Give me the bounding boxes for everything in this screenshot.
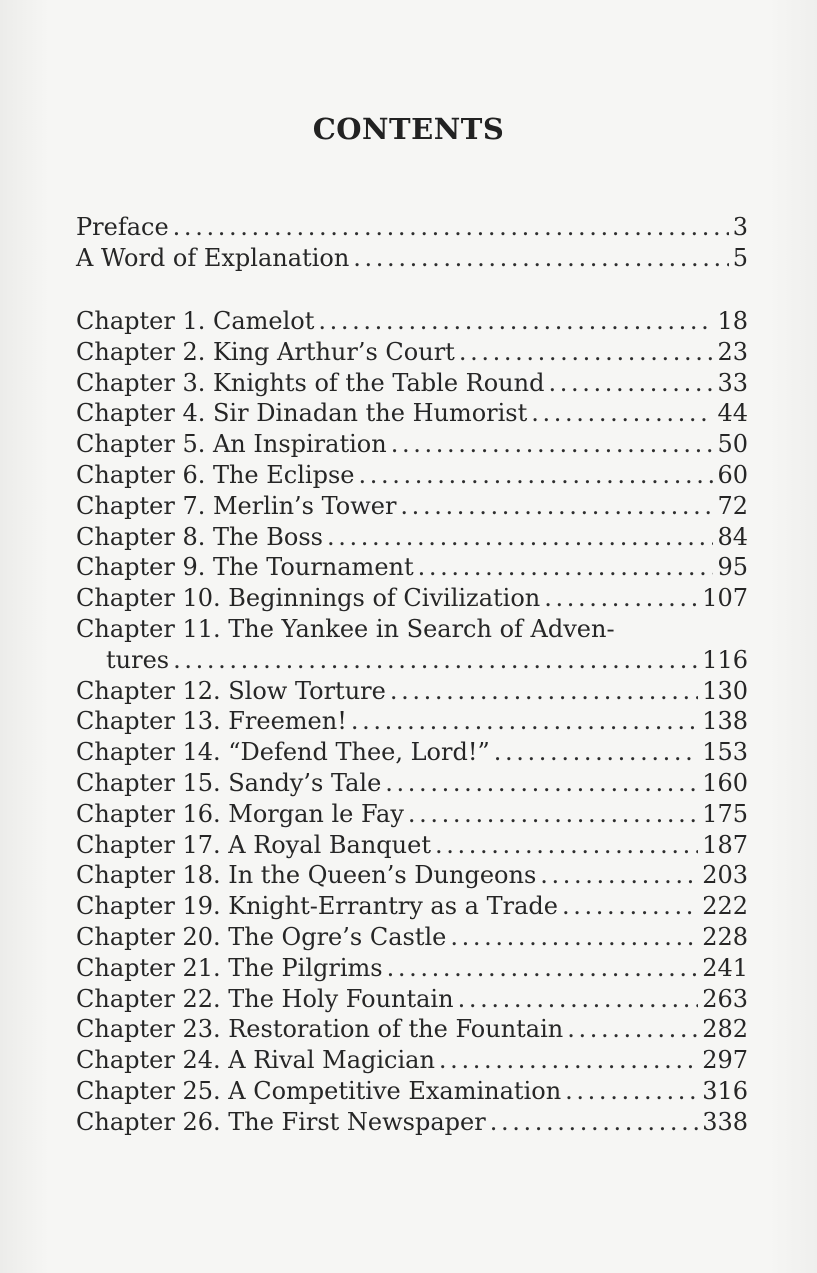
entry-title: Chapter 6. The Eclipse: [76, 461, 355, 489]
entry-title: Chapter 22. The Holy Fountain: [76, 984, 454, 1013]
entry-page-number: 187: [702, 830, 748, 859]
chapter-entry: [76, 676, 748, 707]
entry-page-number: 33: [717, 368, 748, 397]
entry-page-number: 3: [732, 213, 748, 241]
entry-title: Chapter 8. The Boss: [76, 522, 323, 551]
entry-page-number: 241: [702, 953, 748, 982]
dot-leader: [391, 429, 714, 460]
entry-page-number: 160: [702, 769, 748, 797]
dot-leader: [418, 552, 714, 583]
entry-page-number: 84: [717, 522, 748, 551]
entry-title: Chapter 24. A Rival Magician: [76, 1046, 435, 1075]
entry-title: Chapter 26. The First Newspaper: [76, 1107, 486, 1136]
entry-title: Chapter 10. Beginnings of Civilization: [76, 584, 541, 613]
entry-title: Chapter 13. Freemen!: [76, 707, 347, 736]
chapter-entry: [76, 552, 748, 583]
chapter-entry: [76, 860, 748, 891]
dot-leader: [327, 522, 713, 553]
dot-leader: [385, 768, 698, 799]
entry-page-number: 5: [732, 244, 748, 272]
entry-page-number: 107: [702, 584, 748, 613]
dot-leader: [548, 368, 713, 399]
dot-leader: [459, 337, 714, 368]
entry-title: Chapter 25. A Competitive Examination: [76, 1077, 562, 1105]
dot-leader: [353, 243, 728, 274]
entry-page-number: 138: [702, 707, 748, 736]
chapter-entry: [76, 398, 748, 429]
dot-leader: [490, 1107, 698, 1138]
dot-leader: [544, 583, 698, 614]
entry-page-number: 316: [702, 1077, 748, 1105]
chapter-entry: [76, 830, 748, 861]
entry-page-number: 23: [717, 337, 748, 366]
dot-leader: [173, 212, 729, 243]
entry-title: Chapter 23. Restoration of the Fountain: [76, 1015, 564, 1044]
entry-page-number: 50: [717, 430, 748, 459]
chapter-entry: [76, 337, 748, 368]
entry-page-number: 44: [717, 399, 748, 428]
entry-title: Chapter 1. Camelot: [76, 307, 315, 335]
entry-page-number: 130: [702, 676, 748, 705]
chapter-entry: [76, 460, 748, 491]
chapter-entry: [76, 737, 748, 768]
entry-page-number: 282: [702, 1015, 748, 1044]
entry-title: Chapter 3. Knights of the Table Round: [76, 368, 545, 397]
entry-page-number: 203: [702, 861, 748, 890]
chapter-entry: [76, 614, 748, 645]
chapter-entry: [76, 1045, 748, 1076]
dot-leader: [494, 737, 698, 768]
dot-leader: [567, 1014, 698, 1045]
entry-page-number: 18: [717, 307, 748, 335]
entry-title: Chapter 15. Sandy’s Tale: [76, 769, 382, 797]
dot-leader: [387, 953, 699, 984]
entry-title: Chapter 16. Morgan le Fay: [76, 799, 404, 828]
entry-page-number: 228: [702, 923, 748, 951]
chapter-entry: [76, 491, 748, 522]
chapter-entry: [76, 306, 748, 337]
front-matter-entry: [76, 243, 748, 274]
chapter-entry: [76, 891, 748, 922]
entry-title: Chapter 9. The Tournament: [76, 553, 414, 582]
entry-page-number: 116: [702, 645, 748, 674]
entry-title: Chapter 14. “Defend Thee, Lord!”: [76, 738, 490, 767]
entry-title: Preface: [76, 213, 169, 241]
dot-leader: [565, 1076, 698, 1107]
dot-leader: [351, 706, 698, 737]
entry-page-number: 263: [702, 984, 748, 1013]
dot-leader: [435, 830, 698, 861]
chapter-entry: [76, 1076, 748, 1107]
entry-title: Chapter 5. An Inspiration: [76, 430, 387, 459]
dot-leader: [439, 1045, 698, 1076]
entry-page-number: 338: [702, 1107, 748, 1136]
dot-leader: [400, 491, 713, 522]
entry-title: Chapter 21. The Pilgrims: [76, 953, 383, 982]
chapter-entry: [76, 429, 748, 460]
dot-leader: [173, 645, 698, 676]
dot-leader: [450, 922, 698, 953]
entry-page-number: 95: [717, 553, 748, 582]
chapter-entry: [76, 799, 748, 830]
entry-page-number: 297: [702, 1046, 748, 1075]
chapter-entry-continuation: [76, 645, 748, 676]
front-matter-entry: [76, 212, 748, 243]
entry-page-number: 222: [702, 892, 748, 921]
entry-title: Chapter 4. Sir Dinadan the Humorist: [76, 399, 528, 428]
dot-leader: [358, 460, 713, 491]
dot-leader: [540, 860, 698, 891]
chapter-entry: [76, 1014, 748, 1045]
entry-page-number: 60: [717, 461, 748, 489]
entry-page-number: 175: [702, 799, 748, 828]
entry-title: Chapter 18. In the Queen’s Dungeons: [76, 861, 537, 890]
chapter-entry: [76, 984, 748, 1015]
chapter-entry: [76, 768, 748, 799]
dot-leader: [390, 676, 698, 707]
chapter-entry: [76, 368, 748, 399]
chapter-entry: [76, 922, 748, 953]
dot-leader: [318, 306, 713, 337]
entry-title: tures: [106, 645, 170, 674]
entry-title: Chapter 2. King Arthur’s Court: [76, 337, 455, 366]
page-title: CONTENTS: [312, 112, 505, 146]
entry-title: Chapter 7. Merlin’s Tower: [76, 491, 397, 520]
chapter-entry: [76, 522, 748, 553]
dot-leader: [458, 984, 699, 1015]
chapter-entry: [76, 1107, 748, 1138]
entry-title: A Word of Explanation: [76, 244, 350, 272]
entry-title: Chapter 12. Slow Torture: [76, 676, 386, 705]
dot-leader: [562, 891, 698, 922]
entry-title: Chapter 11. The Yankee in Search of Adven-: [76, 615, 615, 643]
chapter-entry: [76, 583, 748, 614]
chapter-entry: [76, 706, 748, 737]
entry-title: Chapter 17. A Royal Banquet: [76, 830, 431, 859]
entry-title: Chapter 19. Knight-Errantry as a Trade: [76, 892, 558, 921]
entry-page-number: 153: [702, 738, 748, 767]
chapter-entry: [76, 953, 748, 984]
dot-leader: [531, 398, 713, 429]
entry-page-number: 72: [717, 491, 748, 520]
entry-title: Chapter 20. The Ogre’s Castle: [76, 923, 447, 951]
dot-leader: [408, 799, 698, 830]
